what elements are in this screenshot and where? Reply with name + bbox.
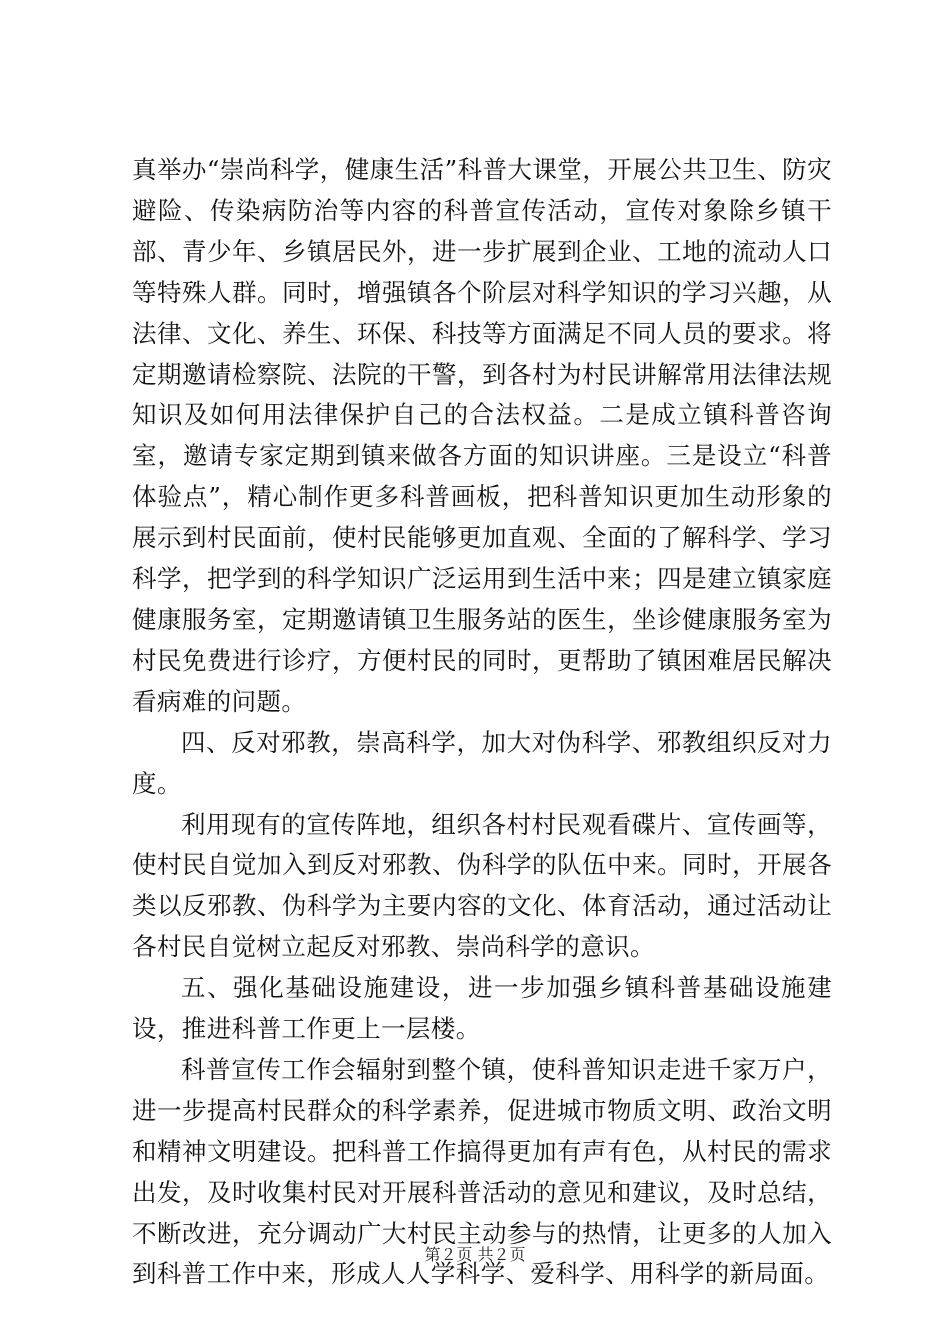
body-paragraph: 科普宣传工作会辐射到整个镇，使科普知识走进千家万户，进一步提高村民群众的科学素养，促进城市物质文明、政治文明和精神文明建设。把科普工作搞得更加有声有色，从村民的需求出发，及时收集村民对开展科普活动的意见和建议，及时总结，不断改进，充分调动广大村民主动参与的热情，让更多的人加入到科普工作中来，形成人人学科学、爱科学、用科学的新局面。: [132, 1054, 832, 1289]
section-heading-four: 四、反对邪教，崇高科学，加大对伪科学、邪教组织反对力度。: [132, 727, 832, 798]
body-paragraph: 利用现有的宣传阵地，组织各村村民观看碟片、宣传画等，使村民自觉加入到反对邪教、伪科学的队伍中来。同时，开展各类以反邪教、伪科学为主要内容的文化、体育活动，通过活动让各村民自觉树立起反对邪教、崇尚科学的意识。: [132, 809, 832, 962]
document-body: [132, 150, 832, 1295]
section-heading-five: 五、强化基础设施建设，进一步加强乡镇科普基础设施建设，推进科普工作更上一层楼。: [132, 973, 832, 1044]
page-number-footer: 第２页 共２页: [424, 1245, 526, 1264]
body-paragraph: 真举办“崇尚科学，健康生活”科普大课堂，开展公共卫生、防灾避险、传染病防治等内容的科普宣传活动，宣传对象除乡镇干部、青少年、乡镇居民外，进一步扩展到企业、工地的流动人口等特殊人群。同时，增强镇各个阶层对科学知识的学习兴趣，从法律、文化、养生、环保、科技等方面满足不同人员的要求。将定期邀请检察院、法院的干警，到各村为村民讲解常用法律法规知识及如何用法律保护自己的合法权益。二是成立镇科普咨询室，邀请专家定期到镇来做各方面的知识讲座。三是设立“科普体验点”，精心制作更多科普画板，把科普知识更加生动形象的展示到村民面前，使村民能够更加直观、全面的了解科学、学习科学，把学到的科学知识广泛运用到生活中来；四是建立镇家庭健康服务室，定期邀请镇卫生服务站的医生，坐诊健康服务室为村民免费进行诊疗，方便村民的同时，更帮助了镇困难居民解决看病难的问题。: [132, 155, 832, 716]
